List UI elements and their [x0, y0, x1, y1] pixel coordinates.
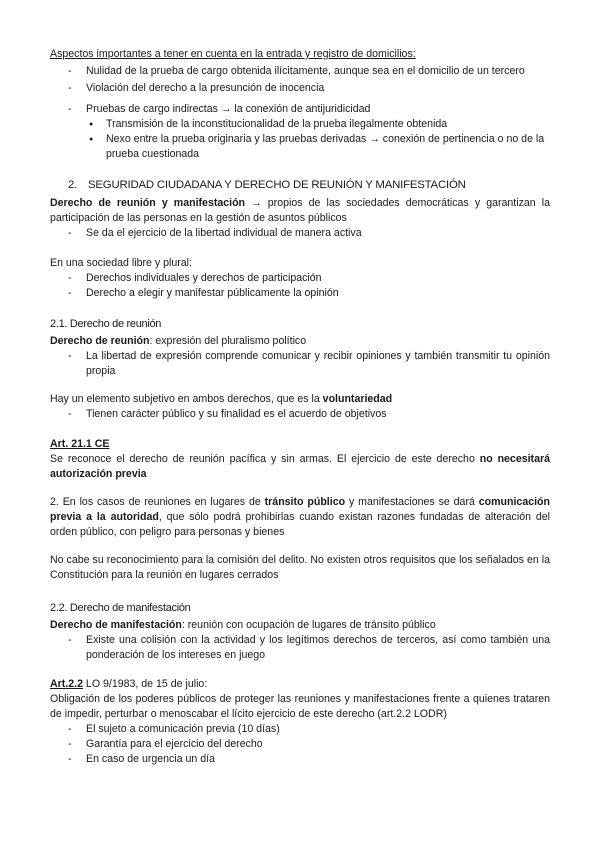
intro-block: [50, 47, 550, 162]
list-item: - El sujeto a comunicación previa (10 días): [50, 722, 550, 737]
bullet-item: ● Transmisión de la inconstitucionalidad de la prueba ilegalmente obtenida: [50, 117, 550, 132]
section-2-1-heading: [50, 317, 550, 332]
bullet-item: ● Nexo entre la prueba originaria y las pruebas derivadas → conexión de pertinencia o no de la prueba cuestionada: [50, 132, 550, 162]
paragraph-text: , que sólo podrá prohibirlas cuando existan razones fundadas de alteración del orden público, con peligro para personas y bienes: [50, 511, 550, 538]
list-item: - En caso de urgencia un día: [50, 752, 550, 767]
definition-text: : expresión del pluralismo político: [149, 335, 307, 347]
section-2-heading: [50, 178, 550, 193]
section-2-2-heading: [50, 601, 550, 616]
article-label: Art.2.2: [50, 678, 83, 690]
article-label: Art. 21.1 CE: [50, 438, 110, 450]
section-2-society: [50, 256, 550, 301]
section-2-2-definition: [50, 618, 550, 663]
article-2-2-block: [50, 677, 550, 767]
list-item: - Derecho a elegir y manifestar públicamente la opinión: [50, 286, 550, 301]
list-item: - Violación del derecho a la presunción de inocencia: [50, 81, 550, 96]
definition-text: : reunión con ocupación de lugares de tránsito público: [181, 619, 436, 631]
definition-term: Derecho de manifestación: [50, 619, 182, 631]
paragraph-text: No cabe su reconocimiento para la comisión del delito. No existen otros requisitos que los señalados en la Constitución para la reunión en lugares cerrados: [50, 554, 550, 581]
list-item: - Garantía para el ejercicio del derecho: [50, 737, 550, 752]
paragraph-bold: comunicación previa a la autoridad: [50, 496, 550, 523]
article-21-block: [50, 437, 550, 482]
list-item: - Se da el ejercicio de la libertad individual de manera activa: [50, 226, 550, 241]
subjective-text: Hay un elemento subjetivo en ambos derechos, que es la: [50, 393, 323, 405]
section-number: 2.: [68, 179, 78, 191]
article-bold: no necesitará autorización previa: [50, 453, 550, 480]
list-item: - Tienen carácter público y su finalidad es el acuerdo de objetivos: [50, 407, 550, 422]
paragraph-2: [50, 495, 550, 540]
list-item: - Derechos individuales y derechos de participación: [50, 271, 550, 286]
article-text: Se reconoce el derecho de reunión pacífica y sin armas. El ejercicio de este derecho: [50, 453, 480, 465]
article-paragraph: Obligación de los poderes públicos de proteger las reuniones y manifestaciones frente a quienes trataren de impedir, perturbar o menoscabar el lícito ejercicio de este derecho (art.2.2 LODR): [50, 693, 550, 720]
definition-term: Derecho de reunión y manifestación: [50, 197, 246, 209]
paragraph-text: y manifestaciones se dará: [345, 496, 479, 508]
paragraph-text: 2. En los casos de reuniones en lugares de: [50, 496, 265, 508]
definition-term: Derecho de reunión: [50, 335, 150, 347]
section-2-definition: [50, 196, 550, 241]
subsection-title: 2.2. Derecho de manifestación: [50, 602, 191, 614]
section-title: SEGURIDAD CIUDADANA Y DERECHO DE REUNIÓN Y MANIFESTACIÓN: [88, 179, 466, 191]
subjective-bold: voluntariedad: [322, 393, 393, 405]
paragraph-bold: tránsito público: [264, 496, 346, 508]
intro-title: Aspectos importantes a tener en cuenta en la entrada y registro de domicilios:: [50, 48, 416, 60]
society-intro: En una sociedad libre y plural:: [50, 257, 192, 269]
list-item: - Pruebas de cargo indirectas → la conexión de antijuridicidad: [50, 102, 550, 117]
paragraph-3: [50, 553, 550, 583]
subsection-title: 2.1. Derecho de reunión: [50, 318, 162, 330]
list-item: - La libertad de expresión comprende comunicar y recibir opiniones y también transmitir tu opinión propia: [50, 349, 550, 379]
definition-text: → propios de las sociedades democráticas y garantizan la participación de las personas en la gestión de asuntos públicos: [50, 197, 550, 224]
article-text: LO 9/1983, de 15 de julio:: [82, 678, 208, 690]
section-2-1-definition: [50, 334, 550, 379]
section-2-1-subjective: [50, 392, 550, 422]
list-item: - Nulidad de la prueba de cargo obtenida ilícitamente, aunque sea en el domicilio de un tercero: [50, 64, 550, 79]
list-item: - Existe una colisión con la actividad y los legítimos derechos de terceros, así como también una ponderación de los intereses en juego: [50, 633, 550, 663]
